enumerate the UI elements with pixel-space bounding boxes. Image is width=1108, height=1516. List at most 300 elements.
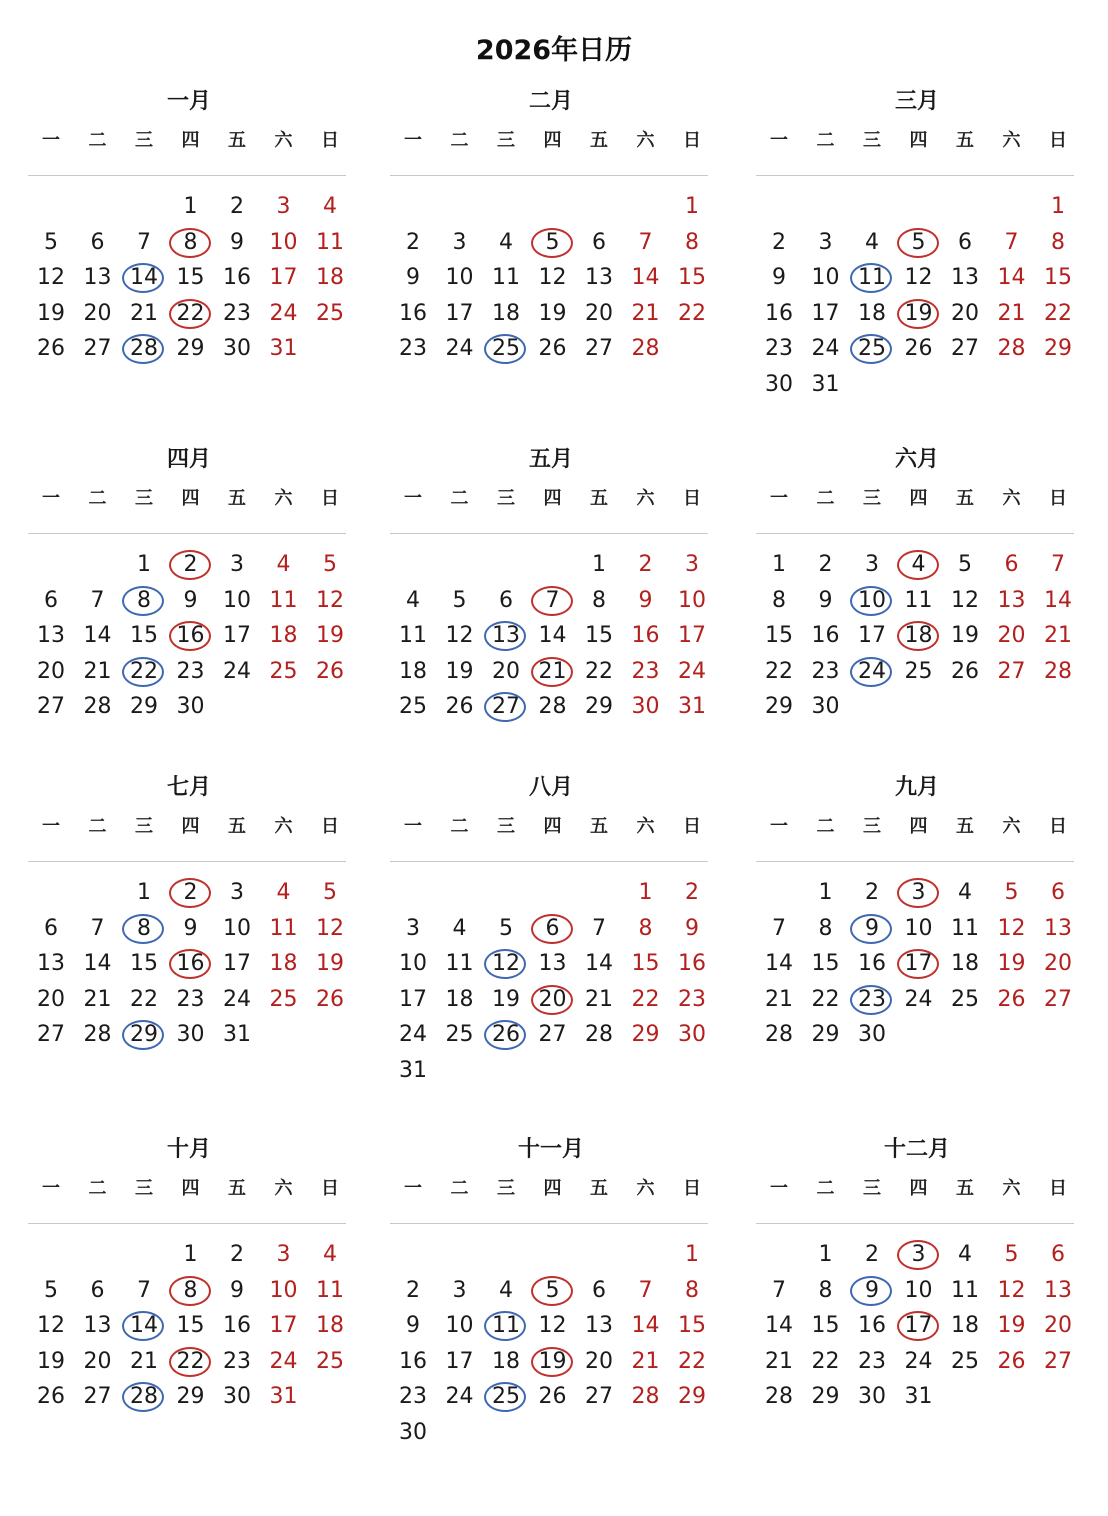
day-cell: 22 — [130, 986, 158, 1012]
day-cell: 1 — [137, 552, 151, 577]
day-cell: 26 — [316, 658, 344, 684]
day-cell: 20 — [997, 623, 1026, 648]
weekday-header — [756, 814, 1078, 840]
weekday-label: 三 — [135, 488, 153, 509]
divider — [390, 533, 708, 534]
day-cell: 19 — [951, 623, 979, 648]
day-cell: 19 — [316, 951, 344, 976]
day-cell: 30 — [811, 694, 840, 719]
weekday-label: 日 — [683, 488, 701, 509]
day-cell: 17 — [858, 623, 886, 648]
day-cell: 18 — [896, 621, 942, 651]
weekday-label: 五 — [228, 130, 246, 151]
day-cell: 15 — [678, 1313, 706, 1338]
day-cell: 28 — [997, 336, 1026, 361]
day-cell: 30 — [176, 1022, 205, 1047]
day-cell: 30 — [399, 1419, 427, 1445]
day-cell: 5 — [44, 1277, 58, 1303]
weekday-label: 四 — [543, 488, 562, 509]
day-cell: 5 — [958, 552, 972, 577]
day-cell: 12 — [904, 265, 933, 290]
day-cell: 1 — [685, 1242, 699, 1267]
weekday-label: 一 — [770, 816, 788, 837]
day-cell: 3 — [896, 1240, 942, 1270]
day-cell: 9 — [849, 914, 895, 944]
day-grid — [28, 878, 350, 1128]
day-cell: 18 — [269, 623, 298, 648]
month-11 — [390, 1134, 712, 1504]
weekday-label: 六 — [636, 488, 655, 509]
day-cell: 21 — [631, 300, 660, 326]
weekday-label: 四 — [181, 816, 200, 837]
day-cell: 4 — [499, 1277, 513, 1303]
day-cell: 22 — [678, 1348, 706, 1374]
day-cell: 2 — [685, 880, 699, 905]
day-grid — [756, 878, 1078, 1128]
divider — [756, 1223, 1074, 1224]
weekday-label: 五 — [956, 488, 974, 509]
day-cell: 17 — [223, 623, 251, 648]
day-cell: 23 — [223, 300, 251, 326]
day-cell: 31 — [811, 371, 840, 397]
day-cell: 21 — [530, 657, 576, 687]
day-grid — [756, 550, 1078, 800]
day-cell: 28 — [585, 1022, 613, 1047]
day-grid — [28, 192, 350, 442]
day-cell: 14 — [83, 951, 112, 976]
day-cell: 16 — [811, 623, 840, 648]
day-cell: 20 — [585, 300, 613, 326]
day-cell: 11 — [951, 915, 979, 941]
day-cell: 18 — [492, 1348, 520, 1374]
day-cell: 26 — [997, 1348, 1026, 1374]
weekday-label: 六 — [274, 488, 293, 509]
day-cell: 11 — [492, 265, 520, 290]
weekday-header — [28, 814, 350, 840]
day-cell: 4 — [499, 229, 513, 255]
weekday-label: 日 — [1049, 488, 1067, 509]
weekday-label: 四 — [181, 130, 200, 151]
day-cell: 9 — [230, 1277, 244, 1303]
day-cell: 23 — [176, 986, 205, 1012]
day-cell: 31 — [399, 1057, 427, 1083]
weekday-header — [390, 486, 712, 512]
month-name: 六月 — [894, 447, 939, 472]
day-cell: 27 — [1044, 986, 1072, 1012]
weekday-label: 六 — [636, 816, 655, 837]
day-cell: 9 — [406, 265, 420, 290]
day-cell: 21 — [130, 300, 158, 326]
weekday-label: 三 — [135, 1178, 153, 1199]
weekday-label: 六 — [1002, 816, 1021, 837]
day-cell: 4 — [276, 552, 291, 577]
day-cell: 20 — [1044, 951, 1072, 976]
day-cell: 29 — [176, 336, 205, 361]
day-cell: 12 — [997, 915, 1026, 941]
month-name: 三月 — [894, 89, 939, 114]
day-cell: 30 — [223, 1384, 251, 1409]
day-cell: 24 — [445, 1384, 474, 1409]
day-cell: 7 — [137, 229, 151, 255]
day-cell: 28 — [765, 1384, 793, 1409]
day-grid — [28, 550, 350, 800]
day-cell: 9 — [849, 1276, 895, 1306]
month-7 — [28, 772, 350, 1142]
weekday-label: 二 — [450, 1178, 469, 1199]
day-cell: 29 — [130, 694, 158, 719]
day-cell: 23 — [858, 1348, 886, 1374]
day-cell: 16 — [858, 951, 886, 976]
day-cell: 21 — [83, 986, 112, 1012]
weekday-header — [390, 128, 712, 154]
day-cell: 27 — [585, 336, 613, 361]
day-cell: 27 — [1044, 1348, 1072, 1374]
day-cell: 10 — [269, 229, 298, 255]
weekday-label: 一 — [770, 130, 788, 151]
day-grid — [756, 192, 1078, 442]
day-cell: 7 — [1004, 229, 1019, 255]
weekday-label: 二 — [816, 1178, 835, 1199]
day-cell: 3 — [406, 915, 420, 941]
day-cell: 25 — [269, 986, 298, 1012]
day-cell: 22 — [1044, 300, 1072, 326]
day-cell: 4 — [406, 587, 420, 613]
weekday-label: 二 — [88, 130, 107, 151]
day-cell: 23 — [811, 658, 840, 684]
weekday-label: 四 — [543, 1178, 562, 1199]
day-cell: 16 — [765, 300, 793, 326]
weekday-header — [390, 1176, 712, 1202]
day-cell: 18 — [858, 300, 886, 326]
day-cell: 17 — [445, 300, 474, 326]
day-cell: 27 — [483, 692, 529, 722]
day-cell: 22 — [678, 300, 706, 326]
day-cell: 15 — [176, 1313, 205, 1338]
day-cell: 22 — [585, 658, 613, 684]
day-cell: 28 — [765, 1022, 793, 1047]
weekday-label: 一 — [42, 488, 60, 509]
day-cell: 24 — [269, 1348, 298, 1374]
day-cell: 19 — [896, 299, 942, 329]
day-cell: 25 — [483, 1382, 529, 1412]
day-cell: 30 — [858, 1022, 886, 1047]
day-cell: 8 — [685, 1277, 699, 1303]
day-cell: 21 — [83, 658, 112, 684]
day-cell: 6 — [90, 1277, 105, 1303]
day-cell: 25 — [445, 1022, 474, 1047]
day-cell: 19 — [997, 1313, 1026, 1338]
weekday-label: 日 — [1049, 1178, 1067, 1199]
day-cell: 12 — [37, 265, 65, 290]
day-cell: 7 — [137, 1277, 151, 1303]
day-cell: 12 — [997, 1277, 1026, 1303]
weekday-label: 四 — [909, 816, 928, 837]
day-cell: 31 — [223, 1022, 251, 1047]
day-cell: 18 — [492, 300, 520, 326]
month-name: 一月 — [166, 89, 211, 114]
day-cell: 6 — [1051, 880, 1065, 905]
day-cell: 17 — [896, 1311, 942, 1341]
day-cell: 11 — [269, 587, 298, 613]
month-6 — [756, 444, 1078, 814]
day-cell: 3 — [230, 552, 244, 577]
weekday-label: 三 — [863, 130, 881, 151]
day-cell: 28 — [1044, 658, 1072, 684]
day-cell: 29 — [176, 1384, 205, 1409]
day-cell: 10 — [445, 1313, 474, 1338]
day-cell: 19 — [997, 951, 1026, 976]
day-cell: 26 — [538, 336, 567, 361]
day-cell: 15 — [585, 623, 613, 648]
day-cell: 23 — [765, 336, 793, 361]
day-cell: 22 — [168, 1347, 214, 1377]
day-cell: 31 — [269, 1384, 298, 1409]
day-cell: 2 — [818, 552, 833, 577]
weekday-label: 日 — [683, 130, 701, 151]
day-cell: 29 — [765, 694, 793, 719]
month-10 — [28, 1134, 350, 1504]
divider — [756, 175, 1074, 176]
weekday-label: 日 — [321, 130, 339, 151]
day-cell: 10 — [399, 951, 427, 976]
weekday-label: 四 — [543, 816, 562, 837]
day-cell: 21 — [130, 1348, 158, 1374]
day-cell: 18 — [269, 951, 298, 976]
day-cell: 25 — [904, 658, 933, 684]
day-cell: 2 — [638, 552, 653, 577]
day-cell: 22 — [631, 986, 660, 1012]
day-cell: 15 — [811, 1313, 840, 1338]
day-cell: 26 — [997, 986, 1026, 1012]
day-cell: 8 — [818, 1277, 833, 1303]
day-cell: 28 — [121, 1382, 167, 1412]
day-cell: 26 — [538, 1384, 567, 1409]
day-cell: 19 — [530, 1347, 576, 1377]
day-cell: 1 — [818, 880, 833, 905]
day-cell: 28 — [121, 334, 167, 364]
day-cell: 13 — [585, 1313, 613, 1338]
month-name: 十二月 — [883, 1137, 950, 1162]
day-cell: 14 — [631, 1313, 660, 1338]
weekday-label: 二 — [88, 488, 107, 509]
day-cell: 16 — [399, 1348, 427, 1374]
day-grid — [756, 1240, 1078, 1490]
day-cell: 14 — [1044, 587, 1072, 613]
divider — [756, 861, 1074, 862]
day-cell: 16 — [399, 300, 427, 326]
day-cell: 24 — [399, 1022, 427, 1047]
day-cell: 7 — [592, 915, 606, 941]
day-cell: 30 — [858, 1384, 886, 1409]
day-cell: 30 — [223, 336, 251, 361]
weekday-label: 二 — [816, 816, 835, 837]
day-cell: 25 — [316, 1348, 344, 1374]
day-cell: 18 — [951, 951, 979, 976]
day-cell: 18 — [951, 1313, 979, 1338]
day-cell: 17 — [445, 1348, 474, 1374]
weekday-header — [28, 128, 350, 154]
day-cell: 22 — [811, 986, 840, 1012]
day-cell: 23 — [223, 1348, 251, 1374]
weekday-label: 四 — [181, 488, 200, 509]
day-cell: 13 — [1044, 1277, 1072, 1303]
weekday-header — [756, 486, 1078, 512]
day-cell: 13 — [37, 951, 65, 976]
day-cell: 31 — [904, 1384, 933, 1409]
day-cell: 24 — [904, 1348, 933, 1374]
day-cell: 19 — [37, 300, 65, 326]
day-cell: 4 — [323, 194, 337, 219]
day-cell: 3 — [452, 229, 467, 255]
day-cell: 24 — [223, 658, 251, 684]
day-cell: 14 — [83, 623, 112, 648]
day-cell: 26 — [445, 694, 474, 719]
day-cell: 13 — [37, 623, 65, 648]
day-cell: 17 — [269, 1313, 298, 1338]
day-cell: 7 — [90, 915, 105, 941]
day-cell: 7 — [638, 1277, 653, 1303]
day-cell: 11 — [951, 1277, 979, 1303]
weekday-label: 五 — [956, 816, 974, 837]
day-cell: 10 — [904, 1277, 933, 1303]
day-cell: 8 — [168, 228, 214, 258]
day-cell: 13 — [585, 265, 613, 290]
day-cell: 8 — [121, 914, 167, 944]
weekday-label: 四 — [181, 1178, 200, 1199]
day-cell: 13 — [951, 265, 979, 290]
month-name: 十一月 — [517, 1137, 584, 1162]
weekday-label: 二 — [88, 816, 107, 837]
weekday-header — [756, 1176, 1078, 1202]
day-cell: 15 — [130, 951, 158, 976]
day-cell: 6 — [90, 229, 105, 255]
day-cell: 11 — [904, 587, 933, 613]
weekday-label: 六 — [274, 816, 293, 837]
day-cell: 16 — [858, 1313, 886, 1338]
weekday-label: 五 — [228, 816, 246, 837]
day-cell: 26 — [37, 1384, 65, 1409]
day-cell: 7 — [638, 229, 653, 255]
day-cell: 21 — [765, 1348, 793, 1374]
day-cell: 23 — [399, 1384, 427, 1409]
day-cell: 17 — [269, 265, 298, 290]
day-cell: 23 — [176, 658, 205, 684]
weekday-label: 六 — [636, 130, 655, 151]
day-cell: 4 — [958, 880, 972, 905]
day-cell: 12 — [445, 623, 474, 648]
weekday-label: 一 — [404, 816, 422, 837]
weekday-label: 日 — [1049, 130, 1067, 151]
day-cell: 20 — [83, 300, 112, 326]
day-cell: 23 — [399, 336, 427, 361]
day-cell: 4 — [323, 1242, 337, 1267]
day-cell: 2 — [406, 229, 420, 255]
day-cell: 25 — [951, 1348, 979, 1374]
page-title: 2026年日历 — [475, 35, 633, 66]
day-cell: 8 — [772, 587, 786, 613]
day-cell: 21 — [631, 1348, 660, 1374]
day-cell: 9 — [183, 587, 198, 613]
weekday-label: 二 — [450, 488, 469, 509]
day-cell: 5 — [323, 880, 337, 905]
day-cell: 16 — [168, 621, 214, 651]
day-cell: 1 — [137, 880, 151, 905]
weekday-label: 日 — [1049, 816, 1067, 837]
day-cell: 27 — [83, 1384, 112, 1409]
day-cell: 28 — [538, 694, 567, 719]
weekday-label: 日 — [321, 488, 339, 509]
day-cell: 5 — [530, 1276, 576, 1306]
weekday-label: 三 — [497, 488, 515, 509]
day-cell: 12 — [37, 1313, 65, 1338]
day-cell: 6 — [44, 587, 58, 613]
weekday-label: 日 — [683, 816, 701, 837]
day-cell: 21 — [1044, 623, 1072, 648]
day-cell: 2 — [865, 1242, 879, 1267]
day-cell: 1 — [685, 194, 699, 219]
day-cell: 11 — [269, 915, 298, 941]
day-cell: 1 — [592, 552, 606, 577]
day-cell: 30 — [765, 371, 793, 397]
day-cell: 26 — [904, 336, 933, 361]
day-cell: 30 — [678, 1022, 706, 1047]
day-cell: 14 — [121, 1311, 167, 1341]
day-cell: 3 — [685, 552, 699, 577]
day-cell: 26 — [316, 986, 344, 1012]
day-cell: 15 — [678, 265, 706, 290]
day-cell: 6 — [592, 1277, 606, 1303]
month-8 — [390, 772, 712, 1142]
weekday-label: 二 — [816, 488, 835, 509]
day-cell: 1 — [183, 1242, 198, 1267]
day-cell: 6 — [44, 915, 58, 941]
day-cell: 24 — [811, 336, 840, 361]
day-cell: 17 — [896, 949, 942, 979]
day-cell: 30 — [631, 694, 660, 719]
day-cell: 13 — [1044, 915, 1072, 941]
day-cell: 15 — [1044, 265, 1072, 290]
day-cell: 14 — [585, 951, 613, 976]
day-cell: 18 — [445, 986, 474, 1012]
day-cell: 13 — [83, 1313, 112, 1338]
day-cell: 21 — [585, 986, 613, 1012]
day-cell: 1 — [818, 1242, 833, 1267]
weekday-label: 一 — [42, 130, 60, 151]
day-cell: 5 — [1004, 1242, 1019, 1267]
weekday-label: 六 — [1002, 1178, 1021, 1199]
day-cell: 17 — [811, 300, 840, 326]
day-cell: 2 — [168, 550, 214, 580]
day-cell: 3 — [452, 1277, 467, 1303]
weekday-label: 五 — [590, 816, 608, 837]
day-cell: 10 — [445, 265, 474, 290]
day-cell: 13 — [538, 951, 567, 976]
day-cell: 14 — [765, 951, 793, 976]
month-12 — [756, 1134, 1078, 1504]
day-cell: 7 — [90, 587, 105, 613]
weekday-label: 五 — [590, 1178, 608, 1199]
day-cell: 9 — [818, 587, 833, 613]
weekday-label: 二 — [88, 1178, 107, 1199]
day-cell: 8 — [121, 586, 167, 616]
weekday-label: 五 — [228, 488, 246, 509]
day-cell: 10 — [904, 915, 933, 941]
weekday-label: 六 — [636, 1178, 655, 1199]
day-cell: 14 — [631, 265, 660, 290]
day-cell: 20 — [585, 1348, 613, 1374]
weekday-label: 四 — [543, 130, 562, 151]
weekday-label: 一 — [770, 488, 788, 509]
